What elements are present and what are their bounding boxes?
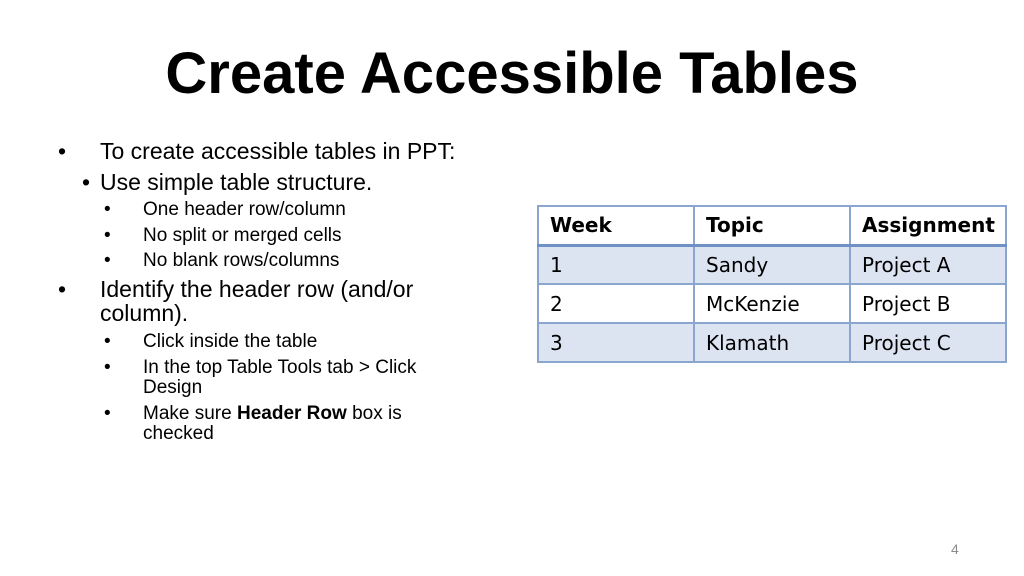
table-cell: Project A [850,245,1006,284]
bullet-dot: • [58,138,67,164]
bullet-dot: • [104,250,111,271]
table-row [538,245,1006,284]
bullet-identify-header: Identify the header row (and/or [100,276,414,302]
bullet-no-merged: No split or merged cells [143,225,342,246]
bullet-dot: • [104,403,111,424]
bullet-simple-structure: Use simple table structure. [100,169,373,195]
bullet-click-inside: Click inside the table [143,331,318,352]
bullet-table-tools: In the top Table Tools tab > Click [143,357,417,378]
bullet-dot: • [82,169,91,195]
table-cell: Klamath [694,323,850,362]
table-cell: Project C [850,323,1006,362]
bullet-dot: • [104,225,111,246]
table-row [538,284,1006,323]
header-cell: Week [538,206,694,245]
header-cell: Assignment [850,206,1006,245]
page-number: 4 [951,541,959,557]
bullet-make-sure-cont: checked [143,423,214,444]
bullet-one-header: One header row/column [143,199,346,220]
bullet-make-sure [143,403,402,424]
bullet-no-blank: No blank rows/columns [143,250,340,271]
example-table [537,205,1007,363]
table-cell: Sandy [694,245,850,284]
bullet-create-tables: To create accessible tables in PPT: [100,138,456,164]
bullet-dot: • [104,331,111,352]
header-cell: Topic [694,206,850,245]
table-row [538,323,1006,362]
bullet-table-tools-cont: Design [143,377,203,398]
table-cell: Project B [850,284,1006,323]
bullet-dot: • [104,357,111,378]
table-header-row [538,206,1006,245]
table-cell: McKenzie [694,284,850,323]
table-cell: 2 [538,284,694,323]
table-cell: 3 [538,323,694,362]
slide-title: Create Accessible Tables [165,41,859,106]
bullet-identify-header-cont: column). [100,300,189,326]
bullet-dot: • [58,276,67,302]
make-sure-text: Make sure [143,403,237,424]
table-cell: 1 [538,245,694,284]
box-is-text: box is [346,403,402,424]
header-row-emphasis: Header Row [236,403,347,424]
bullet-dot: • [104,199,111,220]
